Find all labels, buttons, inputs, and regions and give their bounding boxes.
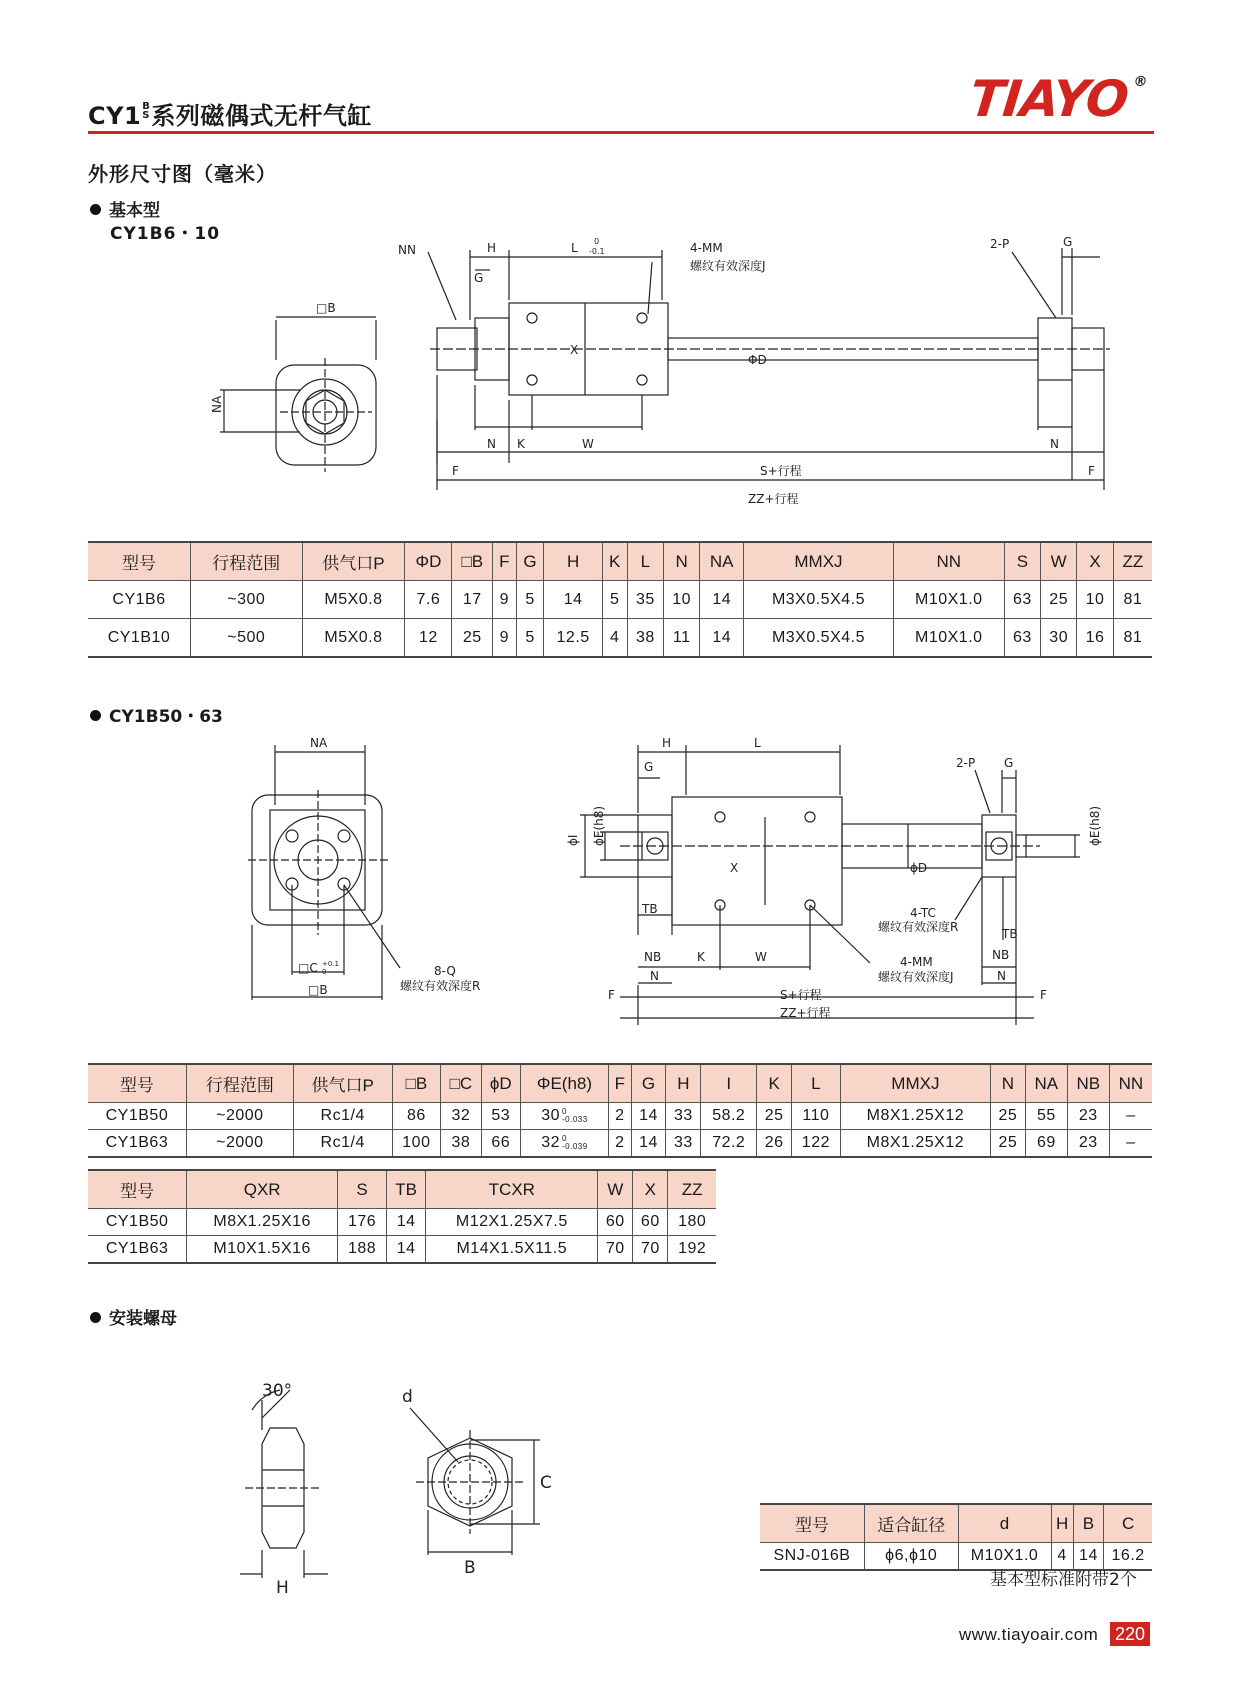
table-cell: 32 (441, 1103, 481, 1130)
label-k-b2: K (697, 950, 705, 964)
label-n-left-b2: N (650, 969, 659, 983)
label-4-mm: 4-MM (690, 241, 723, 255)
bullet-cy1b50-63: CY1B50・63 (90, 702, 223, 727)
table-cell: 81 (1113, 581, 1152, 619)
table-cell: 9 (493, 581, 517, 619)
label-n-right-b2: N (997, 969, 1006, 983)
table-cell: 180 (668, 1209, 716, 1236)
table-cell: M10X1.0 (893, 581, 1004, 619)
tolerance: 0 -0.033 (562, 1106, 588, 1124)
table-cell-value: 30 (541, 1107, 560, 1124)
table-cell: 53 (481, 1103, 520, 1130)
table-cell: 14 (386, 1236, 425, 1264)
label-thread-depth-r-left: 螺纹有效深度R (400, 979, 481, 993)
label-g-right-b2: G (1004, 756, 1014, 770)
table-header-cell: NN (893, 542, 1004, 581)
spec-table-mounting-nut (760, 1503, 1152, 1571)
table-header-cell: 型号 (760, 1504, 864, 1543)
table-cell: 38 (627, 619, 663, 658)
label-c-nut: C (540, 1473, 552, 1493)
label-thread-depth-j: 螺纹有效深度J (690, 259, 766, 273)
table-cell: 14 (1073, 1543, 1104, 1571)
table-header-cell: B (1073, 1504, 1104, 1543)
table-row (88, 1103, 1152, 1130)
label-d-nut: d (402, 1387, 413, 1407)
label-zz-stroke: ZZ+行程 (748, 492, 799, 506)
label-na-b2: NA (310, 736, 328, 750)
label-square-b-b2: □B (308, 983, 328, 997)
table-cell: 17 (452, 581, 493, 619)
table-cell: 81 (1113, 619, 1152, 658)
table-header-cell: NB (1067, 1064, 1109, 1103)
page-title: $CY1^{B S}$系列磁偶式无杆气缸 (88, 101, 372, 130)
table-cell: 4 (1051, 1543, 1073, 1571)
table-cell: 12 (405, 619, 452, 658)
table-cell: 5 (516, 619, 544, 658)
table-row (88, 1236, 716, 1264)
table-cell: M5X0.8 (302, 581, 405, 619)
label-phi-i: ϕI (566, 834, 580, 846)
table-cell: 10 (664, 581, 700, 619)
table-header-cell: F (493, 542, 517, 581)
table-header-cell: 型号 (88, 1170, 187, 1209)
bullet-basic-type: 基本型 (90, 196, 160, 221)
table-cell: 7.6 (405, 581, 452, 619)
drawing-cy1b6-10 (0, 230, 1240, 520)
label-l-tol-lower: -0.1 (589, 247, 605, 256)
table-cell: SNJ-016B (760, 1543, 864, 1571)
label-h-nut: H (276, 1578, 289, 1598)
table-cell: M10X1.0 (893, 619, 1004, 658)
table-header-cell: ZZ (668, 1170, 716, 1209)
table-cell: 2 (609, 1103, 632, 1130)
table-header-cell: K (757, 1064, 792, 1103)
table-cell: 110 (792, 1103, 841, 1130)
table-cell: 14 (631, 1130, 666, 1158)
table-header-cell: K (602, 542, 627, 581)
label-c-tol-lower: 0 (322, 968, 327, 976)
table-cell: M3X0.5X4.5 (744, 619, 894, 658)
label-n-left: N (487, 437, 496, 451)
table-header-cell: X (633, 1170, 668, 1209)
table-cell: M8X1.25X12 (840, 1103, 990, 1130)
table-header-cell: NA (700, 542, 744, 581)
table-cell: ϕ6,ϕ10 (864, 1543, 958, 1571)
label-2-p-b2: 2-P (956, 756, 976, 770)
table-cell: 58.2 (701, 1103, 757, 1130)
table-header-cell: 适合缸径 (864, 1504, 958, 1543)
table-cell: 4 (602, 619, 627, 658)
table-header-cell: S (1004, 542, 1040, 581)
table-header-cell: 供气口P (302, 542, 405, 581)
table-cell: 14 (544, 581, 602, 619)
table-cell: 33 (666, 1103, 701, 1130)
table-cell: 122 (792, 1130, 841, 1158)
section-title: 外形尺寸图（毫米） (88, 162, 277, 186)
table-cell: 60 (598, 1209, 633, 1236)
table-cell: CY1B10 (88, 619, 190, 658)
label-f-left-b2: F (608, 988, 615, 1002)
label-phi-e-left: ϕE(h8) (592, 805, 606, 846)
label-g-left-b2: G (644, 760, 654, 774)
table-cell: 70 (633, 1236, 668, 1264)
label-na: NA (210, 395, 224, 413)
table-header-cell: TCXR (426, 1170, 598, 1209)
table-cell: 11 (664, 619, 700, 658)
table-header-cell: N (991, 1064, 1026, 1103)
table-cell: ~300 (190, 581, 302, 619)
table-cell: M14X1.5X11.5 (426, 1236, 598, 1264)
table-cell: ~2000 (186, 1130, 293, 1158)
table-cell: CY1B63 (88, 1130, 186, 1158)
table-cell: 30 (1041, 619, 1077, 658)
header-divider (88, 131, 1154, 134)
label-c-tol-upper: +0.1 (322, 960, 339, 968)
table-header-cell: S (338, 1170, 387, 1209)
drawing-mounting-nut (0, 1360, 700, 1598)
table-cell: M8X1.25X12 (840, 1130, 990, 1158)
table-cell: 60 (633, 1209, 668, 1236)
label-square-c: □C (298, 961, 318, 975)
table-header-cell: L (792, 1064, 841, 1103)
table-header-cell: □B (452, 542, 493, 581)
label-l: L (571, 241, 578, 255)
table-header-cell: □C (441, 1064, 481, 1103)
label-h: H (487, 241, 497, 255)
table-cell: 5 (602, 581, 627, 619)
label-x: X (570, 343, 579, 357)
table-header-cell: 供气口P (293, 1064, 392, 1103)
table-header-cell: X (1077, 542, 1113, 581)
table-cell: 14 (700, 619, 744, 658)
table-cell: 25 (991, 1103, 1026, 1130)
label-f-right-b2: F (1040, 988, 1047, 1002)
label-s-stroke-b2: S+行程 (780, 988, 822, 1002)
table-cell: Rc1/4 (293, 1103, 392, 1130)
table-cell: 69 (1025, 1130, 1067, 1158)
table-row (88, 619, 1152, 658)
label-f-left: F (452, 464, 459, 478)
table-header-cell: 型号 (88, 1064, 186, 1103)
drawing-cy1b50-63 (0, 735, 1240, 1035)
table-cell: 63 (1004, 581, 1040, 619)
label-k: K (517, 437, 525, 451)
table-header-cell: NN (1109, 1064, 1152, 1103)
table-cell: 2 (609, 1130, 632, 1158)
table-row (88, 581, 1152, 619)
label-nb-left: NB (644, 950, 662, 964)
label-4-mm-b2: 4-MM (900, 955, 933, 969)
label-8-q: 8-Q (434, 964, 456, 978)
table-header-cell: MMXJ (744, 542, 894, 581)
table-cell: 16.2 (1104, 1543, 1152, 1571)
table-header-cell: H (544, 542, 602, 581)
label-nb-right: NB (992, 948, 1010, 962)
table-cell: 25 (991, 1130, 1026, 1158)
table-header-cell: QXR (187, 1170, 338, 1209)
label-thread-depth-r: 螺纹有效深度R (878, 920, 959, 934)
table-header-cell: NA (1025, 1064, 1067, 1103)
table-header-cell: ZZ (1113, 542, 1152, 581)
table-cell: 16 (1077, 619, 1113, 658)
label-h-b2: H (662, 736, 672, 750)
table-cell: – (1109, 1103, 1152, 1130)
table-cell: 23 (1067, 1103, 1109, 1130)
table-header-cell: F (609, 1064, 632, 1103)
table-cell: 192 (668, 1236, 716, 1264)
standard-accessory-note: 基本型标准附带2个 (990, 1570, 1137, 1590)
end-view-body (276, 365, 376, 465)
table-cell: 72.2 (701, 1130, 757, 1158)
table-cell: M10X1.0 (958, 1543, 1051, 1571)
table-header-cell: 行程范围 (190, 542, 302, 581)
label-phi-d: ΦD (748, 353, 767, 367)
label-4-tc: 4-TC (910, 906, 936, 920)
label-l-tol-upper: 0 (594, 237, 600, 246)
table-cell: 25 (757, 1103, 792, 1130)
spec-table-cy1b50-63-extra (88, 1169, 716, 1264)
table-cell: M3X0.5X4.5 (744, 581, 894, 619)
table-header-cell: G (631, 1064, 666, 1103)
label-nn: NN (398, 243, 416, 257)
table-cell: 35 (627, 581, 663, 619)
table-cell: 14 (386, 1209, 425, 1236)
table-cell (520, 1130, 608, 1158)
label-tb-right: TB (1002, 927, 1018, 941)
table-cell: CY1B50 (88, 1103, 186, 1130)
table-row (88, 1209, 716, 1236)
table-cell: M12X1.25X7.5 (426, 1209, 598, 1236)
table-cell: 25 (452, 619, 493, 658)
table-header-cell: W (598, 1170, 633, 1209)
table-cell: CY1B50 (88, 1209, 187, 1236)
label-square-b: □B (316, 301, 336, 315)
table-cell: 55 (1025, 1103, 1067, 1130)
table-header-cell: L (627, 542, 663, 581)
label-f-right: F (1088, 464, 1095, 478)
table-cell: 70 (598, 1236, 633, 1264)
table-cell: CY1B63 (88, 1236, 187, 1264)
label-n-right: N (1050, 437, 1059, 451)
label-2-p: 2-P (990, 237, 1010, 251)
table-header-cell: ΦE(h8) (520, 1064, 608, 1103)
label-w: W (582, 437, 594, 451)
table-header-cell: 行程范围 (186, 1064, 293, 1103)
label-g-right: G (1063, 235, 1073, 249)
table-header-cell: I (701, 1064, 757, 1103)
table-header-cell: C (1104, 1504, 1152, 1543)
table-cell (520, 1103, 608, 1130)
label-tb-left: TB (642, 902, 658, 916)
table-cell: 100 (392, 1130, 441, 1158)
table-cell: 63 (1004, 619, 1040, 658)
page-number: 220 (1110, 1622, 1150, 1646)
table-cell: 25 (1041, 581, 1077, 619)
table-cell: CY1B6 (88, 581, 190, 619)
table-cell: 66 (481, 1130, 520, 1158)
table-cell: 188 (338, 1236, 387, 1264)
table-header-cell: ϕD (481, 1064, 520, 1103)
table-cell: M5X0.8 (302, 619, 405, 658)
label-x-b2: X (730, 861, 739, 875)
table-cell: 23 (1067, 1130, 1109, 1158)
table-cell: M10X1.5X16 (187, 1236, 338, 1264)
label-phi-d-b2: ϕD (910, 861, 928, 875)
table-cell: Rc1/4 (293, 1130, 392, 1158)
table-cell: 5 (516, 581, 544, 619)
table-cell: ~2000 (186, 1103, 293, 1130)
table-cell: 33 (666, 1130, 701, 1158)
table-cell: 86 (392, 1103, 441, 1130)
table-cell: 12.5 (544, 619, 602, 658)
table-cell: 10 (1077, 581, 1113, 619)
spec-table-cy1b50-63 (88, 1063, 1152, 1158)
bullet-mounting-nut: 安装螺母 (90, 1304, 177, 1329)
table-cell: 9 (493, 619, 517, 658)
label-30-degree: 30° (262, 1381, 293, 1401)
table-cell: ~500 (190, 619, 302, 658)
table-header-cell: MMXJ (840, 1064, 990, 1103)
table-header-cell: TB (386, 1170, 425, 1209)
label-s-stroke: S+行程 (760, 464, 802, 478)
table-cell: – (1109, 1130, 1152, 1158)
table-header-cell: H (1051, 1504, 1073, 1543)
brand-logo: TIAYO ® (966, 70, 1148, 128)
table-cell: M8X1.25X16 (187, 1209, 338, 1236)
label-phi-e-right: ϕE(h8) (1088, 805, 1102, 846)
label-zz-stroke-b2: ZZ+行程 (780, 1006, 831, 1020)
table-cell: 38 (441, 1130, 481, 1158)
table-row (88, 1130, 1152, 1158)
label-l-b2: L (754, 736, 761, 750)
table-header-cell: H (666, 1064, 701, 1103)
table-cell-value: 32 (541, 1134, 560, 1151)
table-cell: 14 (700, 581, 744, 619)
table-header-cell: W (1041, 542, 1077, 581)
label-w-b2: W (755, 950, 767, 964)
footer-website-link[interactable]: www.tiayoair.com (959, 1625, 1099, 1644)
table-cell: 26 (757, 1130, 792, 1158)
label-g-left: G (474, 271, 484, 285)
spec-table-cy1b6-10 (88, 541, 1152, 658)
label-b-nut: B (464, 1558, 476, 1578)
tolerance: 0 -0.039 (562, 1133, 588, 1151)
table-header-cell: ΦD (405, 542, 452, 581)
table-header-cell: N (664, 542, 700, 581)
label-thread-depth-j-b2: 螺纹有效深度J (878, 970, 954, 984)
table-header-cell: 型号 (88, 542, 190, 581)
table-header-cell: d (958, 1504, 1051, 1543)
table-cell: 176 (338, 1209, 387, 1236)
table-cell: 14 (631, 1103, 666, 1130)
model-subtitle-b6-10: CY1B6・10 (110, 224, 221, 244)
table-header-cell: □B (392, 1064, 441, 1103)
table-header-cell: G (516, 542, 544, 581)
